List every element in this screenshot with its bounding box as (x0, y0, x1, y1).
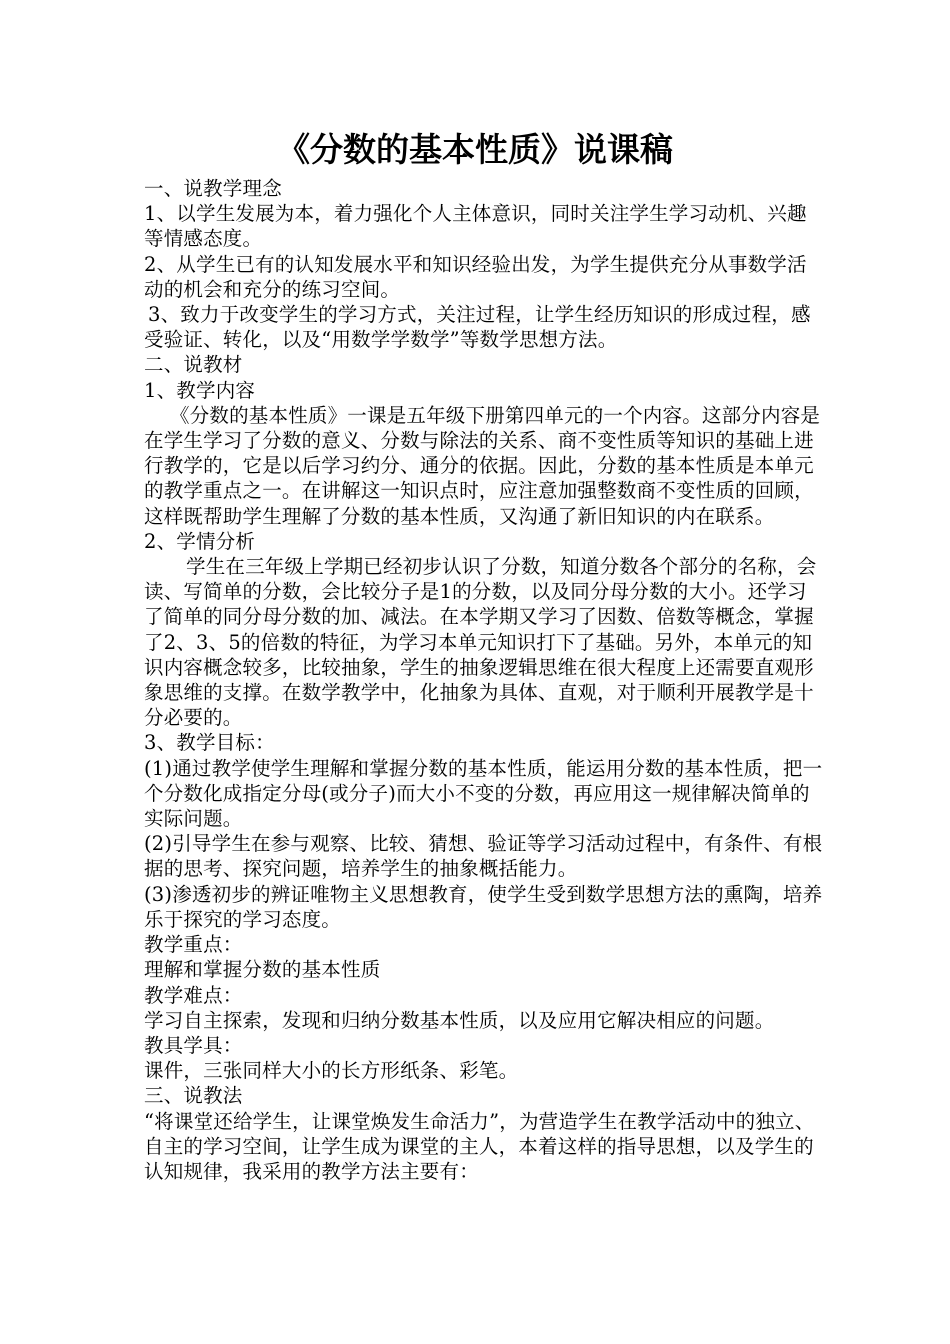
paragraph: 2、学情分析 (144, 529, 256, 553)
paragraph: 三、说教法 (144, 1084, 243, 1108)
paragraph: 3、致力于改变学生的学习方式，关注过程，让学生经历知识的形成过程，感受验证、转化，以及“用数学学数学”等数学思想方法。 (144, 303, 811, 352)
paragraph: 课件，三张同样大小的长方形纸条、彩笔。 (144, 1059, 519, 1083)
paragraph: 3、教学目标： (144, 731, 275, 755)
document-title: 《分数的基本性质》说课稿 (277, 130, 673, 169)
paragraph: 教学重点： (144, 933, 243, 957)
paragraph: 教具学具： (144, 1033, 243, 1057)
paragraph: 1、以学生发展为本，着力强化个人主体意识，同时关注学生学习动机、兴趣等情感态度。 (144, 202, 807, 251)
paragraph: 理解和掌握分数的基本性质 (144, 958, 381, 982)
paragraph: (2)引导学生在参与观察、比较、猜想、验证等学习活动过程中，有条件、有根据的思考、探究问题，培养学生的抽象概括能力。 (144, 832, 823, 881)
paragraph: 一、说教学理念 (144, 177, 282, 200)
paragraph: 1、教学内容 (144, 378, 256, 402)
paragraph: 学生在三年级上学期已经初步认识了分数，知道分数各个部分的名称，会读、写简单的分数，会比较分子是1的分数，以及同分母分数的大小。还学习了简单的同分母分数的加、减法。在本学期又学习了因数、倍数等概念，掌握了2、3、5的倍数的特征，为学习本单元知识打下了基础。另外，本单元的知识内容概念较多，比较抽象，学生的抽象逻辑思维在很大程度上还需要直观形象思维的支撑。在数学教学中，化抽象为具体、直观，对于顺利开展教学是十分必要的。 (144, 555, 817, 730)
paragraph: “将课堂还给学生，让课堂焕发生命活力”，为营造学生在教学活动中的独立、自主的学习空间，让学生成为课堂的主人，本着这样的指导思想，以及学生的认知规律，我采用的教学方法主要有： (144, 1109, 815, 1183)
paragraph: 学习自主探索，发现和归纳分数基本性质，以及应用它解决相应的问题。 (144, 1008, 775, 1032)
paragraph: 《分数的基本性质》一课是五年级下册第四单元的一个内容。这部分内容是在学生学习了分数的意义、分数与除法的关系、商不变性质等知识的基础上进行教学的，它是以后学习约分、通分的依据。因此，分数的基本性质是本单元的教学重点之一。在讲解这一知识点时，应注意加强整数商不变性质的回顾，这样既帮助学生理解了分数的基本性质，又沟通了新旧知识的内在联系。 (144, 403, 821, 528)
paragraph: (3)渗透初步的辨证唯物主义思想教育，使学生受到数学思想方法的熏陶，培养乐于探究的学习态度。 (144, 882, 823, 931)
paragraph: 二、说教材 (144, 353, 243, 377)
paragraph: 教学难点： (144, 983, 243, 1007)
paragraph: 2、从学生已有的认知发展水平和知识经验出发，为学生提供充分从事数学活动的机会和充分的练习空间。 (144, 252, 807, 301)
document-body (144, 176, 824, 1184)
paragraph: (1)通过教学使学生理解和掌握分数的基本性质，能运用分数的基本性质，把一个分数化成指定分母(或分子)而大小不变的分数，再应用这一规律解决简单的实际问题。 (144, 756, 823, 831)
